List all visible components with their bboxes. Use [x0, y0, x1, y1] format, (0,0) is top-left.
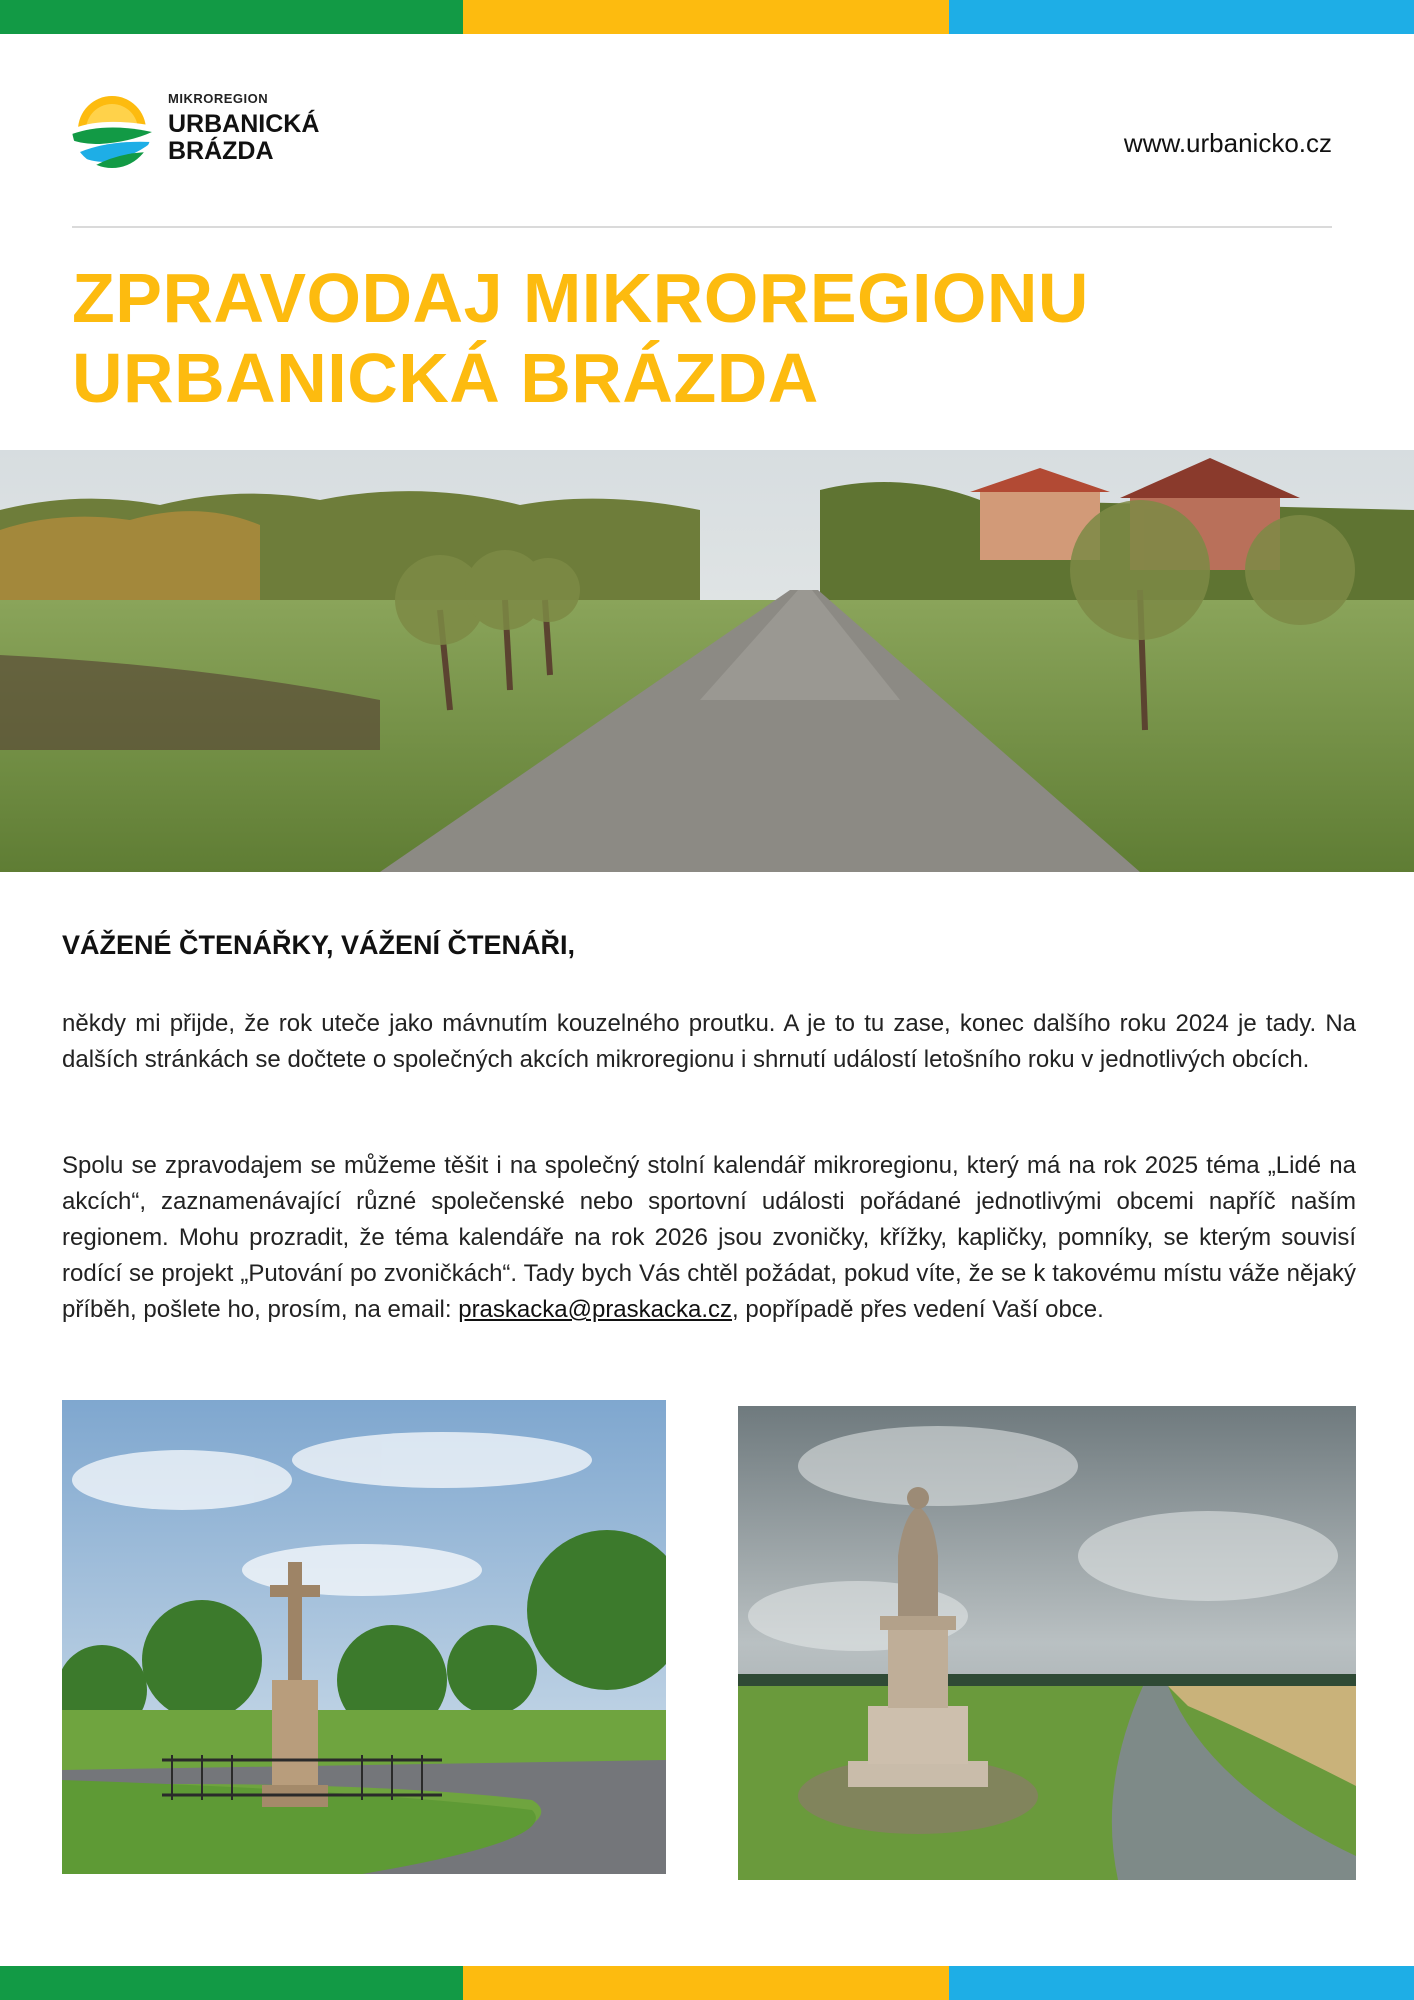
calendar-paragraph	[62, 1148, 1356, 1328]
title-line-2: URBANICKÁ BRÁZDA	[72, 339, 819, 417]
top-color-stripe	[0, 0, 1414, 34]
title-line-1: ZPRAVODAJ MIKROREGIONU	[72, 259, 1089, 337]
stripe-yellow	[463, 1966, 949, 2000]
intro-paragraph: někdy mi přijde, že rok uteče jako mávnutím kouzelného proutku. A je to tu zase, konec dalšího roku 2024 je tady. Na dalších stránkách se dočtete o společných akcích mikroregionu i shrnutí událostí letošního roku v jednotlivých obcích.	[62, 1010, 1356, 1073]
stripe-yellow	[463, 0, 949, 34]
photo-saint-statue	[738, 1406, 1356, 1880]
hero-photo-village-road	[0, 450, 1414, 872]
stripe-green	[0, 0, 463, 34]
logo-subtitle: MIKROREGION	[168, 90, 269, 106]
calendar-paragraph-end: , popřípadě přes vedení Vaší obce.	[732, 1296, 1104, 1323]
sun-fields-logo-icon	[70, 86, 154, 170]
stripe-green	[0, 1966, 463, 2000]
email-link[interactable]: praskacka@praskacka.cz	[458, 1296, 733, 1323]
header-divider	[72, 226, 1332, 228]
website-link[interactable]: www.urbanicko.cz	[1123, 128, 1332, 158]
bottom-color-stripe	[0, 1966, 1414, 2000]
calendar-paragraph-text: Spolu se zpravodajem se můžeme těšit i na společný stolní kalendář mikroregionu, který má na rok 2025 téma „Lidé na akcích“, zaznamenávající různé společenské nebo sportovní události pořádané jednotlivými obcemi napříč naším regionem. Mohu prozradit, že téma kalendáře na rok 2026 jsou zvoničky, křížky, kapličky, pomníky, se kterým souvisí rodící se projekt „Putování po zvoničkách“. Tady bych Vás chtěl požádat, pokud víte, že se k takovému místu váže nějaký příběh, pošlete ho, prosím, na email:	[62, 1152, 1356, 1323]
greeting-heading: VÁŽENÉ ČTENÁŘKY, VÁŽENÍ ČTENÁŘI,	[62, 930, 576, 960]
stripe-blue	[949, 1966, 1414, 2000]
photo-stone-cross	[62, 1400, 666, 1874]
stripe-blue	[949, 0, 1414, 34]
page-title	[72, 258, 1089, 418]
logo-name-line2: BRÁZDA	[168, 136, 274, 165]
mikroregion-logo	[70, 86, 319, 170]
logo-name-line1: URBANICKÁ	[168, 109, 320, 138]
